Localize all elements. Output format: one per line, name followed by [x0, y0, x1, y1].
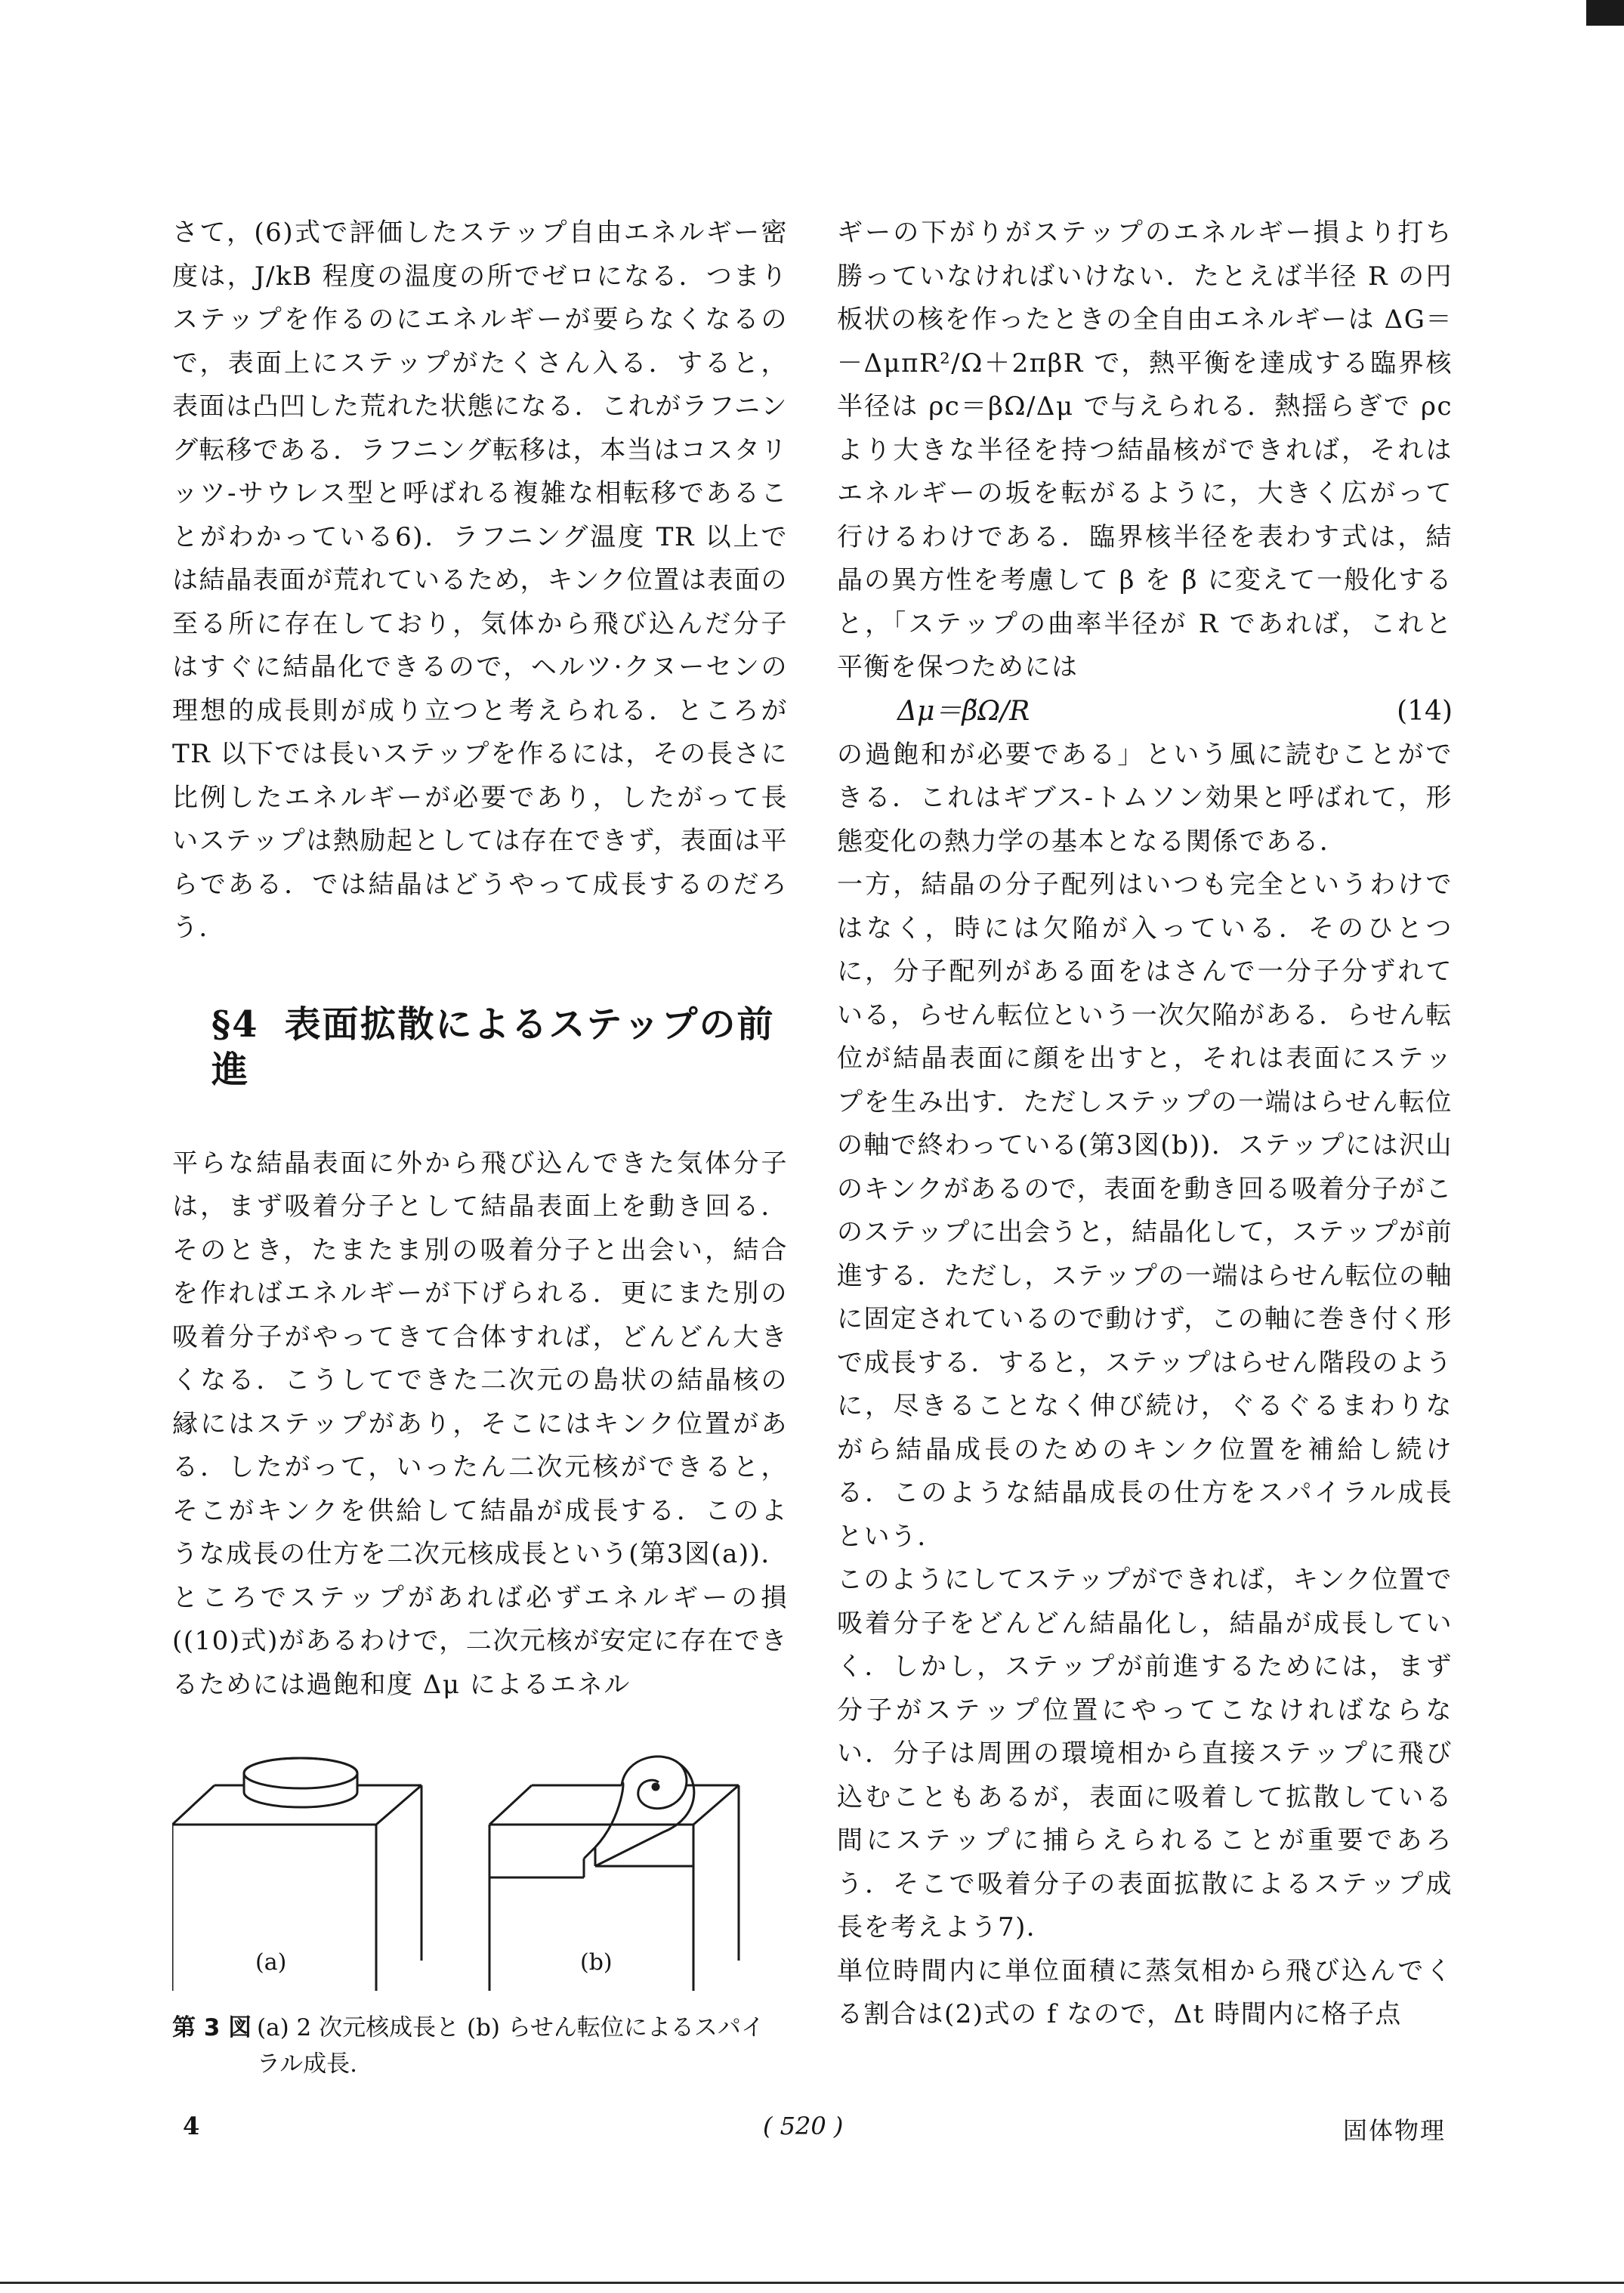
- right-column: [837, 212, 1453, 2037]
- scan-corner-mark: [1586, 0, 1624, 26]
- section-heading: [211, 1002, 788, 1092]
- bottom-rule: [0, 2282, 1624, 2284]
- equation-number: (14): [1397, 695, 1453, 727]
- equation-14: [837, 690, 1453, 734]
- paragraph-ruffening: さて，(6)式で評価したステップ自由エネルギー密度は，J/kB 程度の温度の所でゼロになる．つまりステップを作るのにエネルギーが要らなくなるので，表面上にステップがたくさん入る．すると，表面は凸凹した荒れた状態になる．これがラフニング転移である．ラフニング転移は，本当はコスタリッツ-サウレス型と呼ばれる複雑な相転移であることがわかっている6)．ラフニング温度 TR 以上では結晶表面が荒れているため，キンク位置は表面の至る所に存在しており，気体から飛び込んだ分子はすぐに結晶化できるので，ヘルツ·クヌーセンの理想的成長則が成り立つと考えられる．ところが TR 以下では長いステップを作るには，その長さに比例したエネルギーが必要であり，したがって長いステップは熱励起としては存在できず，表面は平らである．では結晶はどうやって成長するのだろう．: [172, 218, 788, 943]
- page-number: 4: [183, 2112, 200, 2140]
- caption-title: 第 3 図: [172, 2014, 252, 2041]
- block-b-top-left-edge: [489, 1785, 532, 1825]
- nucleus-disk-side: [244, 1773, 357, 1807]
- paragraph-gibbs-thomson: の過飽和が必要である」という風に読むことができる．これはギブス-トムソン効果と呼ばれて，形態変化の熱力学の基本となる関係である．: [837, 739, 1453, 857]
- figure-3: [172, 1734, 788, 1991]
- section-number: §4: [211, 1003, 259, 1046]
- figure-label-a: (a): [255, 1949, 287, 1976]
- left-column: [172, 212, 788, 1707]
- equation-body: Δμ＝β̃Ω/R: [897, 695, 1030, 727]
- caption-text: (a) 2 次元核成長と (b) らせん転位によるスパイラル成長.: [257, 2014, 764, 2078]
- paragraph-critical-nucleus: ギーの下がりがステップのエネルギー損より打ち勝っていなければいけない．たとえば半径 R の円板状の核を作ったときの全自由エネルギーは ΔG＝－ΔμπR²/Ω＋2πβR で，熱平衡を達成する臨界核半径は ρc＝βΩ/Δμ で与えられる．熱揺らぎで ρc より大きな半径を持つ結晶核ができれば，それはエネルギーの坂を転がるように，大きく広がって行けるわけである．臨界核半径を表わす式は，結晶の異方性を考慮して β を β̃ に変えて一般化すると，「ステップの曲率半径が R であれば，これと平衡を保つためには: [837, 218, 1453, 682]
- figure-label-b: (b): [580, 1949, 613, 1976]
- paragraph-screw-dislocation: 一方，結晶の分子配列はいつも完全というわけではなく，時には欠陥が入っている．そのひとつに，分子配列がある面をはさんで一分子分ずれている，らせん転位という一次欠陥がある．らせん転位が結晶表面に顔を出すと，それは表面にステップを生み出す．ただしステップの一端はらせん転位の軸で終わっている(第3図(b))．ステップには沢山のキンクがあるので，表面を動き回る吸着分子がこのステップに出会うと，結晶化して，ステップが前進する．ただし，ステップの一端はらせん転位の軸に固定されているので動けず，この軸に巻き付く形で成長する．すると，ステップはらせん階段のように，尽きることなく伸び続け，ぐるぐるまわりながら結晶成長のためのキンク位置を補給し続ける．このような結晶成長の仕方をスパイラル成長という．: [837, 870, 1453, 1552]
- paragraph-adsorption-flux: 単位時間内に単位面積に蒸気相から飛び込んでくる割合は(2)式の f なので，Δt 時間内に格子点: [837, 1955, 1453, 2029]
- paragraph-2d-nucleation: 平らな結晶表面に外から飛び込んできた気体分子は，まず吸着分子として結晶表面上を動き回る．そのとき，たまたま別の吸着分子と出会い，結合を作ればエネルギーが下げられる．更にまた別の吸着分子がやってきて合体すれば，どんどん大きくなる．こうしてできた二次元の島状の結晶核の縁にはステップがあり，そこにはキンク位置がある．したがって，いったん二次元核ができると，そこがキンクを供給して結晶が成長する．このような成長の仕方を二次元核成長という(第3図(a))．ところでステップがあれば必ずエネルギーの損((10)式)があるわけで，二次元核が安定に存在できるためには過飽和度 Δμ によるエネル: [172, 1148, 788, 1700]
- block-a-top-left-edge: [172, 1785, 215, 1825]
- journal-name: 固体物理: [1343, 2116, 1446, 2145]
- block-b-top-right-edge: [693, 1785, 739, 1825]
- journal-page-number: ( 520 ): [763, 2112, 844, 2140]
- section-title: 表面拡散によるステップの前進: [211, 1003, 775, 1091]
- spiral-step-curve: [622, 1757, 687, 1809]
- spiral-step-lower-edge: [595, 1764, 694, 1866]
- dislocation-core: [653, 1784, 659, 1790]
- block-a-top-right-edge: [376, 1785, 421, 1825]
- paragraph-step-advance: このようにしてステップができれば，キンク位置で吸着分子をどんどん結晶化し，結晶が成長していく．しかし，ステップが前進するためには，まず分子がステップ位置にやってこなければならない．分子は周囲の環境相から直接ステップに飛び込むこともあるが，表面に吸着して拡散している間にステップに捕らえられることが重要であろう．そこで吸着分子の表面拡散によるステップ成長を考えよう7)．: [837, 1565, 1453, 1942]
- figure-caption: [172, 2010, 788, 2078]
- spiral-step-edge-front: [584, 1783, 623, 1859]
